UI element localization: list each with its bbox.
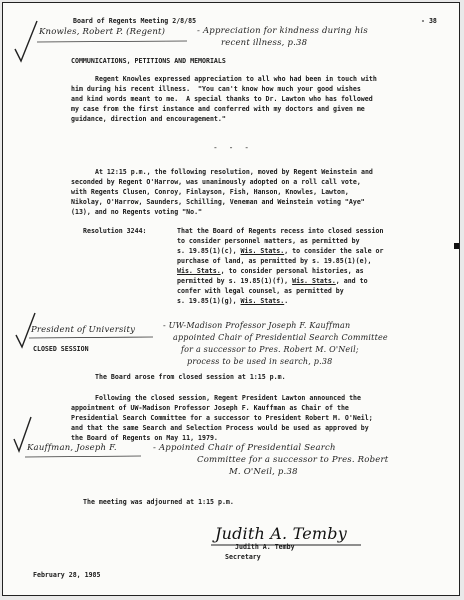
para2-line-4: Nikolay, O'Harrow, Saunders, Schilling, Veneman and Weinstein voting "Aye": [71, 198, 365, 206]
handwritten-name-kauffman: Kauffman, Joseph F.: [27, 443, 117, 453]
signatory-name: Judith A. Temby: [235, 543, 295, 551]
handwritten-note-low-3: M. O'Neil, p.38: [229, 467, 298, 477]
resolution-line-5: Wis. Stats., to consider personal histories, as: [177, 267, 364, 275]
handwritten-note-mid-4: process to be used in search, p.38: [187, 357, 333, 366]
handwritten-underline: [37, 39, 187, 45]
adjourned-line: The meeting was adjourned at 1:15 p.m.: [83, 498, 234, 506]
section-title: COMMUNICATIONS, PETITIONS AND MEMORIALS: [71, 57, 226, 65]
handwritten-name-knowles: Knowles, Robert P. (Regent): [39, 27, 166, 37]
arose-line: The Board arose from closed session at 1:15 p.m.: [95, 373, 286, 381]
resolution-line-4: purchase of land, as permitted by s. 19.85(1)(e),: [177, 257, 372, 265]
handwritten-president: President of University: [31, 325, 136, 335]
resolution-label: Resolution 3244:: [83, 227, 147, 235]
signature-script: Judith A. Temby: [215, 524, 347, 543]
para2-line-3: with Regents Clusen, Conroy, Finlayson, Fish, Hanson, Knowles, Lawton,: [71, 188, 349, 196]
handwritten-note-mid-3: for a successor to Pres. Robert M. O'Neil;: [181, 345, 359, 354]
para2-line-5: (13), and no Regents voting "No.": [71, 208, 203, 216]
closed-session-heading: CLOSED SESSION: [33, 345, 89, 353]
para3-line-4: and that the same Search and Selection Process would be used as approved by: [71, 424, 369, 432]
resolution-line-7: confer with legal counsel, as permitted by: [177, 287, 344, 295]
signatory-title: Secretary: [225, 553, 261, 561]
document-date: February 28, 1985: [33, 571, 101, 579]
para2-line-1: At 12:15 p.m., the following resolution, moved by Regent Weinstein and: [95, 168, 373, 176]
resolution-line-8: s. 19.85(1)(g), Wis. Stats..: [177, 297, 289, 305]
document-page: [2, 2, 460, 596]
resolution-line-2: to consider personnel matters, as permitted by: [177, 237, 360, 245]
para1-line-5: guidance, direction and encouragement.": [71, 115, 226, 123]
scan-mark: [454, 243, 459, 249]
handwritten-note-low-1: - Appointed Chair of Presidential Search: [153, 443, 336, 453]
para3-line-3: Presidential Search Committee for a successor to President Robert M. O'Neil;: [71, 414, 373, 422]
resolution-line-1: That the Board of Regents recess into closed session: [177, 227, 384, 235]
para3-line-5: the Board of Regents on May 11, 1979.: [71, 434, 218, 442]
separator: - - -: [213, 143, 253, 152]
para1-line-4: my case from the first instance and conferred with my doctors and given me: [71, 105, 365, 113]
handwritten-note-mid-1: - UW-Madison Professor Joseph F. Kauffman: [163, 321, 351, 330]
para1-line-1: Regent Knowles expressed appreciation to all who had been in touch with: [95, 75, 377, 83]
resolution-line-6: permitted by s. 19.85(1)(f), Wis. Stats., and to: [177, 277, 368, 285]
handwritten-underline: [25, 454, 141, 460]
para1-line-2: him during his recent illness. "You can't know how much your good wishes: [71, 85, 361, 93]
handwritten-underline: [29, 335, 153, 341]
para1-line-3: and kind words meant to me. A special thanks to Dr. Lawton who has followed: [71, 95, 373, 103]
para3-line-1: Following the closed session, Regent President Lawton announced the: [95, 394, 361, 402]
para3-line-2: appointment of UW-Madison Professor Joseph F. Kauffman as Chair of the: [71, 404, 349, 412]
para2-line-2: seconded by Regent O'Harrow, was unanimously adopted on a roll call vote,: [71, 178, 361, 186]
handwritten-note-top-2: recent illness, p.38: [221, 38, 308, 48]
resolution-line-3: s. 19.85(1)(c), Wis. Stats., to consider the sale or: [177, 247, 384, 255]
handwritten-note-top-1: - Appreciation for kindness during his: [197, 26, 368, 36]
page-number: - 38: [421, 17, 437, 25]
handwritten-note-low-2: Committee for a successor to Pres. Robert: [197, 455, 389, 465]
handwritten-note-mid-2: appointed Chair of Presidential Search Committee: [173, 333, 388, 342]
header-meeting: Board of Regents Meeting 2/8/85: [73, 17, 197, 25]
